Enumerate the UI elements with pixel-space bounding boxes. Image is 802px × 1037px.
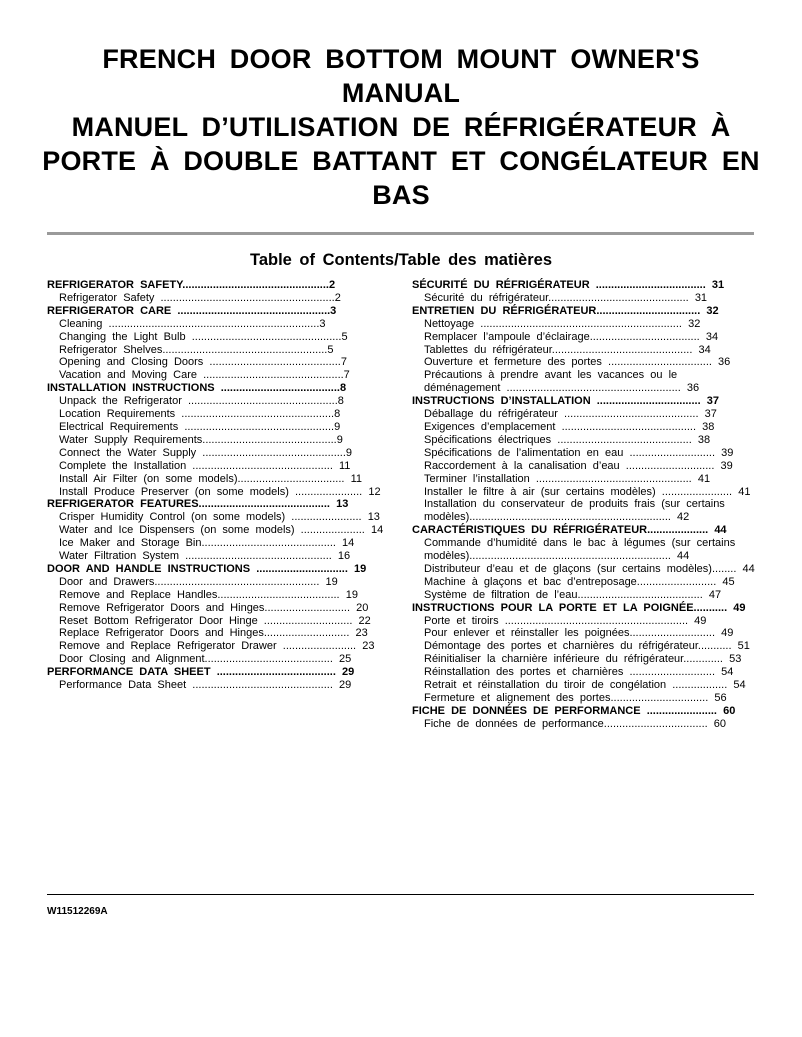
toc-subsection-entry[interactable]: Water Filtration System ................................................ 16 [59,550,351,563]
toc-subsection-entry[interactable]: Vacation and Moving Care ..............................................7 [59,369,350,382]
toc-section-entry[interactable]: CARACTÉRISTIQUES DU RÉFRIGÉRATEUR.................... 44 [412,524,727,537]
toc-subsection-entry[interactable]: Opening and Closing Doors ...........................................7 [59,356,347,369]
toc-subsection-entry[interactable]: Nettoyage .................................................................. 32 [424,317,701,330]
toc-section-entry[interactable]: REFRIGERATOR CARE ..................................................3 [47,304,337,317]
toc-section-entry[interactable]: REFRIGERATOR SAFETY................................................2 [47,279,336,291]
toc-section-entry[interactable]: INSTRUCTIONS D’INSTALLATION .................................. 37 [412,395,720,408]
toc-section-entry[interactable]: FICHE DE DONNÉES DE PERFORMANCE ....................... 60 [412,704,736,717]
toc-subsection-entry[interactable]: Fiche de données de performance.................................. 60 [424,717,727,730]
toc-subsection-entry[interactable]: Remove Refrigerator Doors and Hinges............................ 20 [59,601,369,614]
toc-subsection-entry[interactable]: Door Closing and Alignment.......................................... 25 [59,653,352,666]
toc-section-entry[interactable]: PERFORMANCE DATA SHEET ....................................... 29 [47,666,355,679]
toc-subsection-entry[interactable]: Changing the Light Bulb .................................................5 [59,330,348,343]
toc-subsection-entry[interactable]: Electrical Requirements .................................................9 [59,420,341,433]
toc-subsection-entry[interactable]: Sécurité du réfrigérateur.............................................. 31 [424,291,708,304]
footer-divider [47,894,754,895]
toc-subsection-entry[interactable]: Replace Refrigerator Doors and Hinges............................ 23 [59,627,368,640]
toc-subsection-entry[interactable]: Remove and Replace Handles........................................ 19 [59,588,358,601]
toc-subsection-entry[interactable]: modèles).................................................................. 44 [424,550,690,563]
document-number: W11512269A [47,906,108,917]
toc-subsection-entry[interactable]: Pour enlever et réinstaller les poignées............................ 49 [424,627,734,640]
toc-subsection-entry[interactable]: Spécifications électriques ............................................ 38 [424,433,711,446]
toc-section-entry[interactable]: INSTALLATION INSTRUCTIONS .......................................8 [47,382,347,395]
toc-subsection-entry[interactable]: Fermeture et alignement des portes................................ 56 [424,692,727,704]
toc-section-entry[interactable]: ENTRETIEN DU RÉFRIGÉRATEUR.................................. 32 [412,304,719,317]
toc-subsection-entry[interactable]: Door and Drawers...................................................... 19 [59,575,338,588]
toc-subsection-entry[interactable]: Cleaning .....................................................................3 [59,317,326,330]
manual-title [40,42,762,212]
toc-subsection-entry[interactable]: Retrait et réinstallation du tiroir de congélation .................. 54 [424,679,746,692]
title-line: BAS [372,180,430,210]
toc-subsection-entry[interactable]: Remove and Replace Refrigerator Drawer ........................ 23 [59,640,375,653]
toc-subsection-entry[interactable]: Refrigerator Safety .........................................................2 [59,291,341,304]
toc-column-french [412,279,764,731]
toc-subsection-entry[interactable]: Spécifications de l’alimentation en eau ............................ 39 [424,446,734,459]
toc-section-entry[interactable]: DOOR AND HANDLE INSTRUCTIONS .............................. 19 [47,562,367,575]
toc-subsection-entry[interactable]: Location Requirements ..................................................8 [59,408,341,421]
toc-subsection-entry[interactable]: Ouverture et fermeture des portes .................................. 36 [424,356,731,369]
toc-section-entry[interactable]: REFRIGERATOR FEATURES........................................... 13 [47,498,349,511]
toc-section-entry[interactable]: SÉCURITÉ DU RÉFRIGÉRATEUR .................................... 31 [412,279,725,291]
toc-subsection-entry[interactable]: Ice Maker and Storage Bin............................................ 14 [59,537,355,550]
toc-subsection-entry[interactable]: Performance Data Sheet .............................................. 29 [59,679,352,692]
toc-subsection-entry[interactable]: Déballage du réfrigérateur ............................................ 37 [424,408,717,421]
toc-subsection-entry[interactable]: Installation du conservateur de produits frais (sur certains [424,498,725,511]
toc-subsection-entry[interactable]: Installer le filtre à air (sur certains modèles) ....................... 41 [424,485,751,498]
toc-subsection-entry[interactable]: Commande d’humidité dans le bac à légumes (sur certains [424,537,736,550]
toc-section-entry[interactable]: INSTRUCTIONS POUR LA PORTE ET LA POIGNÉE........... 49 [412,601,746,614]
toc-subsection-entry[interactable]: Crisper Humidity Control (on some models) ....................... 13 [59,511,380,524]
title-divider [47,232,754,235]
toc-subsection-entry[interactable]: Raccordement à la canalisation d’eau ............................. 39 [424,459,733,472]
toc-subsection-entry[interactable]: Unpack the Refrigerator .................................................8 [59,395,344,408]
title-line: PORTE À DOUBLE BATTANT ET CONGÉLATEUR EN [42,146,760,176]
toc-subsection-entry[interactable]: Install Air Filter (on some models)................................... 11 [59,472,362,485]
toc-subsection-entry[interactable]: Précautions à prendre avant les vacances ou le [424,369,678,382]
toc-subsection-entry[interactable]: Réinstallation des portes et charnières ............................ 54 [424,666,734,679]
toc-subsection-entry[interactable]: Porte et tiroirs ............................................................ 49 [424,614,707,627]
toc-subsection-entry[interactable]: Remplacer l’ampoule d’éclairage.................................... 34 [424,330,719,343]
toc-subsection-entry[interactable]: Reset Bottom Refrigerator Door Hinge ............................. 22 [59,614,371,627]
toc-subsection-entry[interactable]: Refrigerator Shelves......................................................5 [59,343,334,356]
toc-subsection-entry[interactable]: Système de filtration de l’eau......................................... 47 [424,588,722,601]
toc-subsection-entry[interactable]: Terminer l’installation ................................................... 41 [424,472,711,485]
toc-subsection-entry[interactable]: Distributeur d’eau et de glaçons (sur certains modèles)........ 44 [424,562,755,575]
toc-subsection-entry[interactable]: Install Produce Preserver (on some models) ...................... 12 [59,485,381,498]
toc-subsection-entry[interactable]: Exigences d’emplacement ............................................ 38 [424,420,715,433]
toc-subsection-entry[interactable]: Réinitialiser la charnière inférieure du réfrigérateur............. 53 [424,653,742,666]
toc-subsection-entry[interactable]: Connect the Water Supply ...............................................9 [59,446,353,459]
toc-subsection-entry[interactable]: Complete the Installation .............................................. 11 [59,459,351,472]
toc-subsection-entry[interactable]: Machine à glaçons et bac d’entreposage.......................... 45 [424,575,735,588]
toc-subsection-entry[interactable]: déménagement ......................................................... 36 [424,382,700,395]
toc-subsection-entry[interactable]: Water and Ice Dispensers (on some models) ..................... 14 [59,524,384,537]
title-line: FRENCH DOOR BOTTOM MOUNT OWNER'S [102,44,700,74]
toc-subsection-entry[interactable]: modèles).................................................................. 42 [424,511,690,524]
toc-subsection-entry[interactable]: Water Supply Requirements............................................9 [59,433,343,446]
toc-heading: Table of Contents/Table des matières [249,251,553,269]
title-line: MANUEL D’UTILISATION DE RÉFRIGÉRATEUR À [71,112,731,142]
title-line: MANUAL [341,78,461,108]
toc-column-english [47,279,397,692]
toc-subsection-entry[interactable]: Tablettes du réfrigérateur.............................................. 34 [424,343,711,356]
toc-subsection-entry[interactable]: Démontage des portes et charnières du réfrigérateur........... 51 [424,640,750,653]
